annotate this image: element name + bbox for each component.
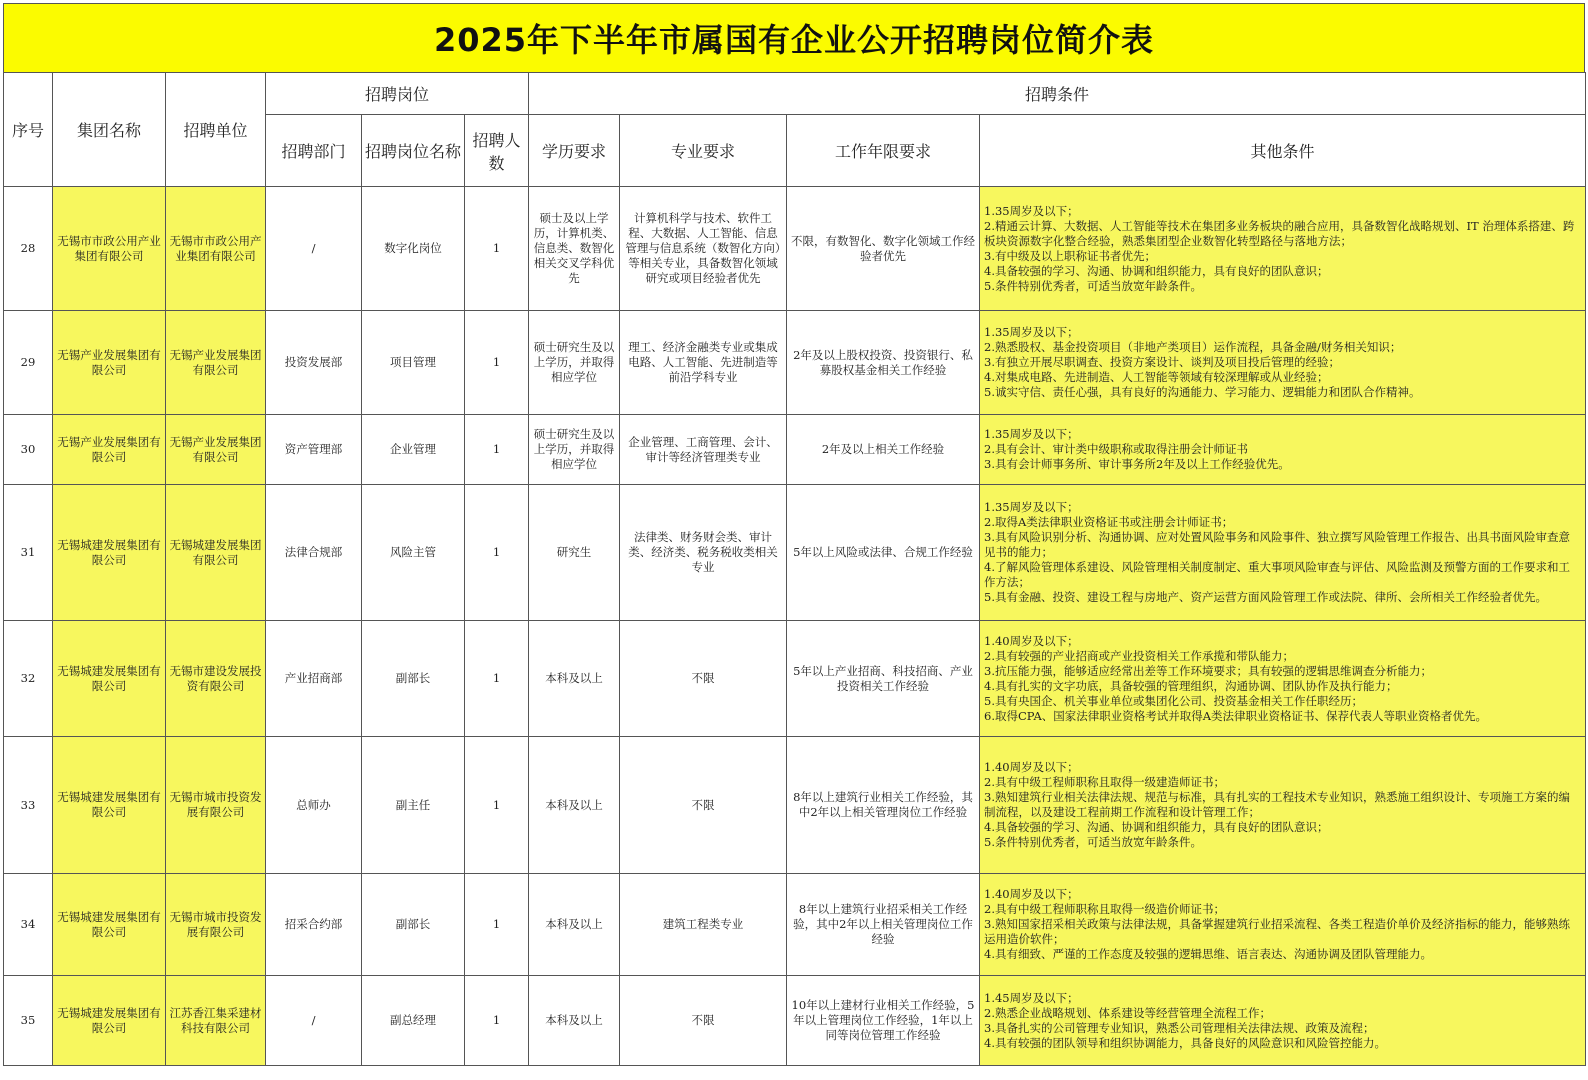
cell-other [980, 621, 1586, 737]
cell-count: 1 [465, 874, 529, 976]
other-condition-line: 4.具备较强的学习、沟通、协调和组织能力，具有良好的团队意识； [984, 263, 1329, 278]
other-condition-line: 1.40周岁及以下； [984, 633, 1079, 648]
other-condition-line: 1.35周岁及以下； [984, 203, 1079, 218]
cell-major: 计算机科学与技术、软件工程、大数据、人工智能、信息管理与信息系统（数智化方向）等相关专业，具备数智化领域研究或项目经验者优先 [620, 187, 787, 311]
recruitment-sheet [3, 3, 1585, 1066]
cell-experience: 不限，有数智化、数字化领域工作经验者优先 [787, 187, 980, 311]
table-row [4, 976, 1586, 1066]
cell-count: 1 [465, 976, 529, 1066]
cell-seq: 32 [4, 621, 53, 737]
cell-group: 无锡城建发展集团有限公司 [53, 621, 166, 737]
other-condition-line: 5.具有央国企、机关事业单位或集团化公司、投资基金相关工作任职经历； [984, 693, 1363, 708]
table-row [4, 737, 1586, 874]
other-condition-line: 1.40周岁及以下； [984, 760, 1079, 774]
cell-education: 本科及以上 [529, 737, 620, 874]
cell-major: 企业管理、工商管理、会计、审计等经济管理类专业 [620, 415, 787, 485]
header-other: 其他条件 [980, 115, 1586, 187]
other-condition-line: 5.具有金融、投资、建设工程与房地产、资产运营方面风险管理工作或法院、律所、会所相关工作经验者优先。 [984, 590, 1547, 604]
header-unit: 招聘单位 [166, 73, 266, 187]
table-row [4, 874, 1586, 976]
cell-dept: 法律合规部 [266, 485, 362, 621]
cell-education: 硕士研究生及以上学历，并取得相应学位 [529, 415, 620, 485]
cell-position: 副总经理 [362, 976, 465, 1066]
cell-experience: 2年及以上股权投资、投资银行、私募股权基金相关工作经验 [787, 311, 980, 415]
other-condition-line: 2.具有会计、审计类中级职称或取得注册会计师证书 [984, 442, 1248, 456]
other-condition-line: 2.熟悉企业战略规划、体系建设等经营管理全流程工作； [984, 1005, 1271, 1020]
table-body [4, 187, 1586, 1066]
other-condition-line: 4.具有细致、严谨的工作态度及较强的逻辑思维、语言表达、沟通协调及团队管理能力。 [984, 947, 1432, 961]
cell-education: 本科及以上 [529, 976, 620, 1066]
cell-position: 风险主管 [362, 485, 465, 621]
cell-experience: 8年以上建筑行业招采相关工作经验，其中2年以上相关管理岗位工作经验 [787, 874, 980, 976]
other-condition-line: 1.35周岁及以下； [984, 500, 1079, 514]
other-condition-line: 3.具有风险识别分析、沟通协调、应对处置风险事务和风险事件、独立撰写风险管理工作报告、出具书面风险审查意见书的能力； [984, 530, 1570, 559]
header-dept: 招聘部门 [266, 115, 362, 187]
other-condition-line: 3.有中级及以上职称证书者优先； [984, 248, 1156, 263]
cell-group: 无锡城建发展集团有限公司 [53, 485, 166, 621]
cell-position: 副部长 [362, 621, 465, 737]
cell-count: 1 [465, 187, 529, 311]
header-position-name: 招聘岗位名称 [362, 115, 465, 187]
other-condition-line: 2.熟悉股权、基金投资项目（非地产类项目）运作流程，具备金融/财务相关知识； [984, 340, 1402, 354]
cell-dept: 资产管理部 [266, 415, 362, 485]
cell-seq: 33 [4, 737, 53, 874]
cell-major: 建筑工程类专业 [620, 874, 787, 976]
other-condition-line: 1.35周岁及以下； [984, 427, 1079, 441]
other-condition-line: 5.条件特别优秀者，可适当放宽年龄条件。 [984, 835, 1202, 849]
cell-count: 1 [465, 415, 529, 485]
other-condition-line: 2.具有中级工程师职称且取得一级建造师证书； [984, 775, 1225, 789]
cell-other [980, 976, 1586, 1066]
cell-other [980, 737, 1586, 874]
table-row [4, 485, 1586, 621]
header-count: 招聘人数 [465, 115, 529, 187]
cell-education: 硕士研究生及以上学历，并取得相应学位 [529, 311, 620, 415]
other-condition-line: 3.熟知国家招采相关政策与法律法规，具备掌握建筑行业招采流程、各类工程造价单价及经济指标的能力，能够熟练运用造价软件； [984, 917, 1570, 946]
cell-other [980, 485, 1586, 621]
cell-seq: 29 [4, 311, 53, 415]
cell-major: 不限 [620, 621, 787, 737]
other-condition-line: 3.有独立开展尽职调查、投资方案设计、谈判及项目投后管理的经验； [984, 355, 1340, 369]
cell-major: 法律类、财务财会类、审计类、经济类、税务税收类相关专业 [620, 485, 787, 621]
other-condition-line: 5.诚实守信、责任心强，具有良好的沟通能力、学习能力、逻辑能力和团队合作精神。 [984, 385, 1421, 399]
cell-unit: 无锡市建设发展投资有限公司 [166, 621, 266, 737]
other-condition-line: 2.取得A类法律职业资格证书或注册会计师证书； [984, 515, 1234, 529]
cell-group: 无锡城建发展集团有限公司 [53, 737, 166, 874]
other-condition-line: 4.具备较强的学习、沟通、协调和组织能力，具有良好的团队意识； [984, 820, 1329, 834]
cell-experience: 10年以上建材行业相关工作经验，5年以上管理岗位工作经验，1年以上同等岗位管理工作经验 [787, 976, 980, 1066]
other-condition-line: 4.具有扎实的文字功底，具备较强的管理组织，沟通协调、团队协作及执行能力； [984, 678, 1398, 693]
cell-dept: / [266, 187, 362, 311]
other-condition-line: 2.精通云计算、大数据、人工智能等技术在集团多业务板块的融合应用，具备数智化战略规划、IT 治理体系搭建、跨板块资源数字化整合经验，熟悉集团型企业数智化转型路径与落地方法； [984, 218, 1575, 248]
cell-unit: 无锡城建发展集团有限公司 [166, 485, 266, 621]
cell-unit: 无锡市市政公用产业集团有限公司 [166, 187, 266, 311]
cell-unit: 无锡市城市投资发展有限公司 [166, 737, 266, 874]
other-condition-line: 3.抗压能力强，能够适应经常出差等工作环境要求；具有较强的逻辑思维调查分析能力； [984, 663, 1432, 678]
cell-other [980, 311, 1586, 415]
cell-seq: 28 [4, 187, 53, 311]
table-row [4, 415, 1586, 485]
cell-count: 1 [465, 737, 529, 874]
cell-major: 不限 [620, 737, 787, 874]
cell-major: 理工、经济金融类专业或集成电路、人工智能、先进制造等前沿学科专业 [620, 311, 787, 415]
cell-position: 企业管理 [362, 415, 465, 485]
other-condition-line: 1.40周岁及以下； [984, 887, 1079, 901]
cell-experience: 8年以上建筑行业相关工作经验，其中2年以上相关管理岗位工作经验 [787, 737, 980, 874]
cell-group: 无锡产业发展集团有限公司 [53, 311, 166, 415]
cell-education: 硕士及以上学历，计算机类、信息类、数智化相关交叉学科优先 [529, 187, 620, 311]
cell-count: 1 [465, 485, 529, 621]
other-condition-line: 3.具备扎实的公司管理专业知识，熟悉公司管理相关法律法规、政策及流程； [984, 1020, 1375, 1035]
cell-unit: 无锡产业发展集团有限公司 [166, 415, 266, 485]
cell-education: 本科及以上 [529, 621, 620, 737]
cell-position: 副部长 [362, 874, 465, 976]
cell-seq: 31 [4, 485, 53, 621]
page-title: 2025年下半年市属国有企业公开招聘岗位简介表 [3, 3, 1585, 72]
header-seq: 序号 [4, 73, 53, 187]
cell-unit: 江苏香江集采建材科技有限公司 [166, 976, 266, 1066]
cell-position: 数字化岗位 [362, 187, 465, 311]
header-education: 学历要求 [529, 115, 620, 187]
cell-position: 副主任 [362, 737, 465, 874]
cell-count: 1 [465, 621, 529, 737]
other-condition-line: 1.35周岁及以下； [984, 325, 1079, 339]
cell-seq: 34 [4, 874, 53, 976]
other-condition-line: 1.45周岁及以下； [984, 990, 1079, 1005]
other-condition-line: 4.对集成电路、先进制造、人工智能等领域有较深理解或从业经验； [984, 370, 1329, 384]
other-condition-line: 6.取得CPA、国家法律职业资格考试并取得A类法律职业资格证书、保荐代表人等职业资格者优先。 [984, 708, 1488, 723]
cell-seq: 35 [4, 976, 53, 1066]
cell-dept: 投资发展部 [266, 311, 362, 415]
cell-count: 1 [465, 311, 529, 415]
other-condition-line: 5.条件特别优秀者，可适当放宽年龄条件。 [984, 278, 1202, 293]
header-group: 集团名称 [53, 73, 166, 187]
cell-experience: 5年以上风险或法律、合规工作经验 [787, 485, 980, 621]
cell-education: 研究生 [529, 485, 620, 621]
table-row [4, 621, 1586, 737]
cell-dept: 产业招商部 [266, 621, 362, 737]
cell-dept: 总师办 [266, 737, 362, 874]
cell-other [980, 187, 1586, 311]
other-condition-line: 2.具有较强的产业招商或产业投资相关工作承揽和带队能力； [984, 648, 1294, 663]
header-major: 专业要求 [620, 115, 787, 187]
cell-major: 不限 [620, 976, 787, 1066]
cell-position: 项目管理 [362, 311, 465, 415]
cell-group: 无锡市市政公用产业集团有限公司 [53, 187, 166, 311]
other-condition-line: 4.了解风险管理体系建设、风险管理相关制度制定、重大事项风险审查与评估、风险监测及预警方面的工作要求和工作方法； [984, 560, 1570, 589]
cell-experience: 2年及以上相关工作经验 [787, 415, 980, 485]
cell-unit: 无锡产业发展集团有限公司 [166, 311, 266, 415]
cell-group: 无锡城建发展集团有限公司 [53, 976, 166, 1066]
cell-group: 无锡城建发展集团有限公司 [53, 874, 166, 976]
recruitment-table [3, 72, 1586, 1066]
cell-seq: 30 [4, 415, 53, 485]
other-condition-line: 2.具有中级工程师职称且取得一级造价师证书； [984, 902, 1225, 916]
header-experience: 工作年限要求 [787, 115, 980, 187]
cell-group: 无锡产业发展集团有限公司 [53, 415, 166, 485]
other-condition-line: 4.具有较强的团队领导和组织协调能力，具备良好的风险意识和风险管控能力。 [984, 1035, 1386, 1050]
table-row [4, 311, 1586, 415]
cell-other [980, 874, 1586, 976]
cell-dept: / [266, 976, 362, 1066]
cell-unit: 无锡市城市投资发展有限公司 [166, 874, 266, 976]
other-condition-line: 3.具有会计师事务所、审计事务所2年及以上工作经验优先。 [984, 457, 1290, 471]
other-condition-line: 3.熟知建筑行业相关法律法规、规范与标准，具有扎实的工程技术专业知识，熟悉施工组织设计、专项施工方案的编制流程，以及建设工程前期工作流程和设计管理工作； [984, 790, 1570, 819]
header-conditions-group: 招聘条件 [529, 73, 1586, 115]
cell-other [980, 415, 1586, 485]
cell-experience: 5年以上产业招商、科技招商、产业投资相关工作经验 [787, 621, 980, 737]
header-position-group: 招聘岗位 [266, 73, 529, 115]
cell-dept: 招采合约部 [266, 874, 362, 976]
table-row [4, 187, 1586, 311]
cell-education: 本科及以上 [529, 874, 620, 976]
